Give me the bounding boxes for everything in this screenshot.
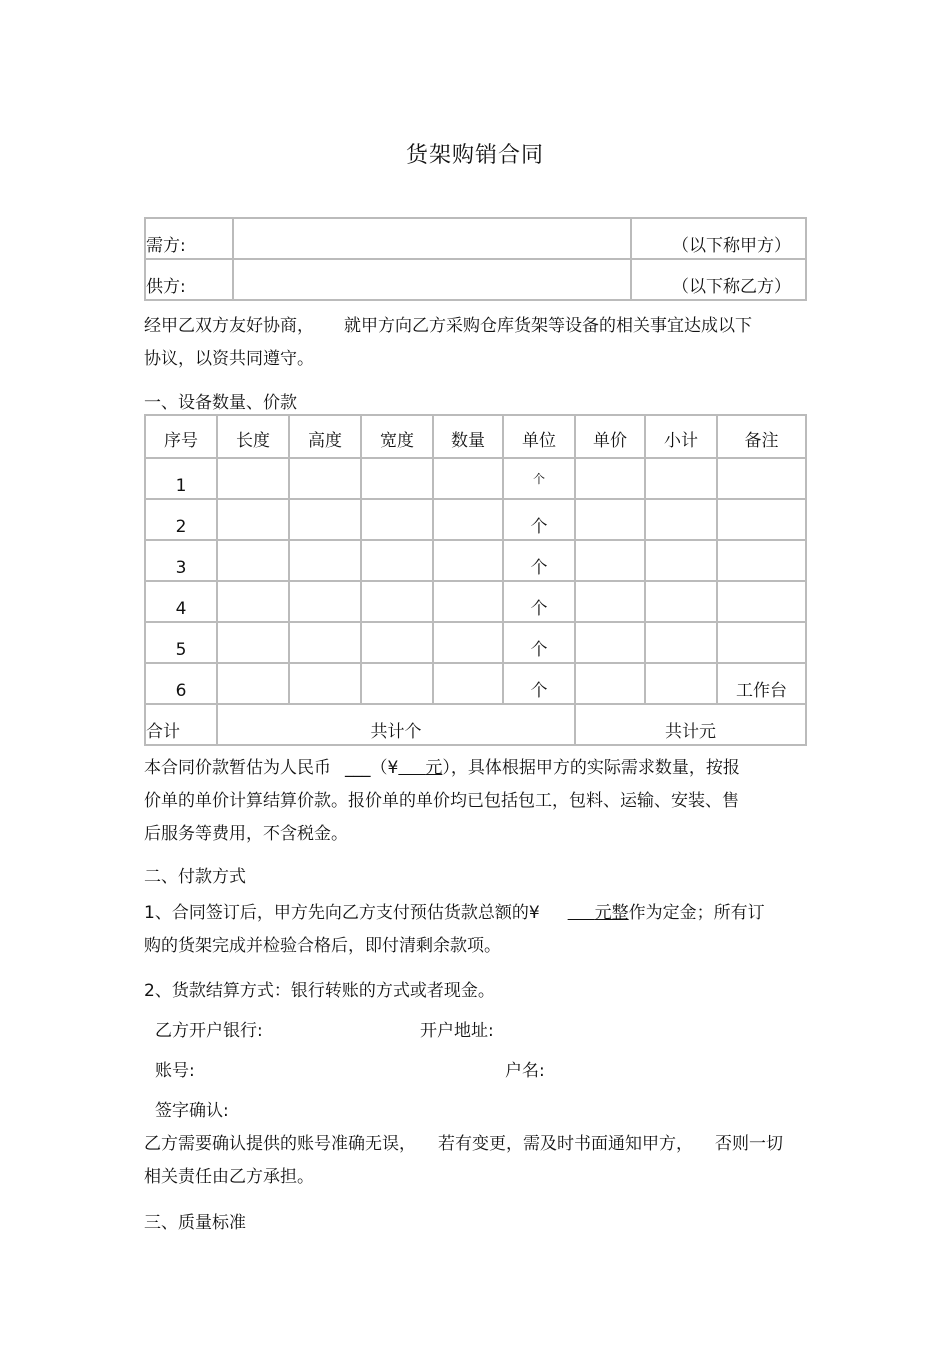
header-cell: 高度 <box>289 415 361 458</box>
height-cell <box>289 581 361 622</box>
length-cell <box>217 540 289 581</box>
confirm-text-a: 乙方需要确认提供的账号准确无误， <box>144 1134 416 1154</box>
deposit-unit: 元整 <box>594 903 629 923</box>
confirm-line-2: 相关责任由乙方承担。 <box>144 1167 314 1187</box>
row-number: 4 <box>145 581 217 622</box>
payment-text-c: 作为定金；所有订 <box>628 903 765 923</box>
quantity-cell <box>433 622 503 663</box>
table-row <box>145 581 806 622</box>
length-cell <box>217 458 289 499</box>
account-label: 账号: <box>155 1061 195 1081</box>
buyer-name-cell <box>233 218 631 259</box>
unit-price-cell <box>575 663 645 704</box>
unit-price-cell <box>575 458 645 499</box>
quantity-cell <box>433 458 503 499</box>
table-row <box>145 622 806 663</box>
length-cell <box>217 499 289 540</box>
subtotal-cell <box>645 458 717 499</box>
price-yuan-open: （¥ <box>370 758 399 778</box>
price-text-d: ），具体根据甲方的实际需求数量，按报 <box>442 758 740 778</box>
price-line-1 <box>144 752 807 785</box>
note-cell: 工作台 <box>717 663 806 704</box>
confirm-paragraph <box>144 1128 807 1194</box>
bank-label: 乙方开户银行: <box>155 1021 263 1041</box>
height-cell <box>289 663 361 704</box>
unit-cell: 个 <box>503 581 575 622</box>
note-cell <box>717 458 806 499</box>
deposit-amount-blank <box>568 903 629 923</box>
payment-line-2: 购的货架完成并检验合格后，即付清剩余款项。 <box>144 936 501 956</box>
height-cell <box>289 622 361 663</box>
unit-cell: 个 <box>503 499 575 540</box>
subtotal-cell <box>645 581 717 622</box>
width-cell <box>361 499 433 540</box>
document-title: 货架购销合同 <box>405 143 544 168</box>
header-cell: 数量 <box>433 415 503 458</box>
width-cell <box>361 663 433 704</box>
equipment-table <box>144 414 807 746</box>
row-number: 1 <box>145 458 217 499</box>
price-blank: ___ <box>345 758 371 778</box>
unit-price-cell <box>575 540 645 581</box>
quantity-cell <box>433 663 503 704</box>
height-cell <box>289 540 361 581</box>
quantity-cell <box>433 540 503 581</box>
section-2-heading: 二、付款方式 <box>144 867 246 887</box>
subtotal-cell <box>645 499 717 540</box>
unit-cell: 个 <box>503 663 575 704</box>
confirm-text-c: 否则一切 <box>715 1134 783 1154</box>
signature-label: 签字确认: <box>155 1101 229 1121</box>
payment-paragraph-1 <box>144 897 807 963</box>
width-cell <box>361 458 433 499</box>
payment-line-1 <box>144 897 807 930</box>
confirm-text-b: 若有变更，需及时书面通知甲方， <box>438 1134 693 1154</box>
price-yuan-unit: 元 <box>425 758 443 778</box>
table-row <box>145 540 806 581</box>
intro-text-a: 经甲乙双方友好协商， <box>144 316 314 336</box>
length-cell <box>217 581 289 622</box>
header-cell: 单位 <box>503 415 575 458</box>
unit-price-cell <box>575 499 645 540</box>
price-line-2: 价单的单价计算结算价款。报价单的单价均已包括包工，包料、运输、安装、售 <box>144 791 739 811</box>
subtotal-cell <box>645 540 717 581</box>
quantity-cell <box>433 499 503 540</box>
header-cell: 宽度 <box>361 415 433 458</box>
length-cell <box>217 663 289 704</box>
width-cell <box>361 581 433 622</box>
total-quantity: 共计个 <box>217 704 575 745</box>
unit-price-cell <box>575 622 645 663</box>
row-number: 2 <box>145 499 217 540</box>
buyer-note: （以下称甲方） <box>631 218 806 259</box>
note-cell <box>717 622 806 663</box>
note-cell <box>717 540 806 581</box>
unit-cell: 个 <box>503 458 575 499</box>
quantity-cell <box>433 581 503 622</box>
price-paragraph <box>144 752 807 851</box>
bank-address-label: 开户地址: <box>420 1021 494 1041</box>
supplier-note: （以下称乙方） <box>631 259 806 300</box>
intro-text-b: 就甲方向乙方采购仓库货架等设备的相关事宜达成以下 <box>344 316 752 336</box>
subtotal-cell <box>645 622 717 663</box>
account-name-label: 户名: <box>505 1061 545 1081</box>
price-line-3: 后服务等费用，不含税金。 <box>144 824 348 844</box>
total-label: 合计 <box>145 704 217 745</box>
party-row-buyer <box>145 218 806 259</box>
total-amount: 共计元 <box>575 704 806 745</box>
intro-line-1 <box>144 310 807 343</box>
height-cell <box>289 458 361 499</box>
buyer-label: 需方: <box>145 218 233 259</box>
total-row <box>145 704 806 745</box>
price-text-a: 本合同价款暂估为人民币 <box>144 758 331 778</box>
intro-paragraph <box>144 310 807 376</box>
width-cell <box>361 540 433 581</box>
section-3-heading: 三、质量标准 <box>144 1213 246 1233</box>
subtotal-cell <box>645 663 717 704</box>
table-row <box>145 663 806 704</box>
equipment-table-header <box>145 415 806 458</box>
note-cell <box>717 581 806 622</box>
supplier-name-cell <box>233 259 631 300</box>
unit-cell: 个 <box>503 540 575 581</box>
payment-text-a: 1、合同签订后，甲方先向乙方支付预估货款总额的¥ <box>144 903 540 923</box>
note-cell <box>717 499 806 540</box>
intro-line-2: 协议，以资共同遵守。 <box>144 349 314 369</box>
unit-cell: 个 <box>503 622 575 663</box>
header-cell: 备注 <box>717 415 806 458</box>
row-number: 5 <box>145 622 217 663</box>
header-cell: 单价 <box>575 415 645 458</box>
confirm-line-1 <box>144 1128 807 1161</box>
table-row <box>145 458 806 499</box>
length-cell <box>217 622 289 663</box>
payment-method: 2、货款结算方式：银行转账的方式或者现金。 <box>144 981 495 1001</box>
party-table <box>144 217 807 301</box>
price-amount-blank <box>398 758 442 778</box>
height-cell <box>289 499 361 540</box>
section-1-heading: 一、设备数量、价款 <box>144 393 297 413</box>
width-cell <box>361 622 433 663</box>
row-number: 3 <box>145 540 217 581</box>
header-cell: 长度 <box>217 415 289 458</box>
row-number: 6 <box>145 663 217 704</box>
supplier-label: 供方: <box>145 259 233 300</box>
header-cell: 序号 <box>145 415 217 458</box>
unit-price-cell <box>575 581 645 622</box>
party-row-supplier <box>145 259 806 300</box>
table-row <box>145 499 806 540</box>
header-cell: 小计 <box>645 415 717 458</box>
